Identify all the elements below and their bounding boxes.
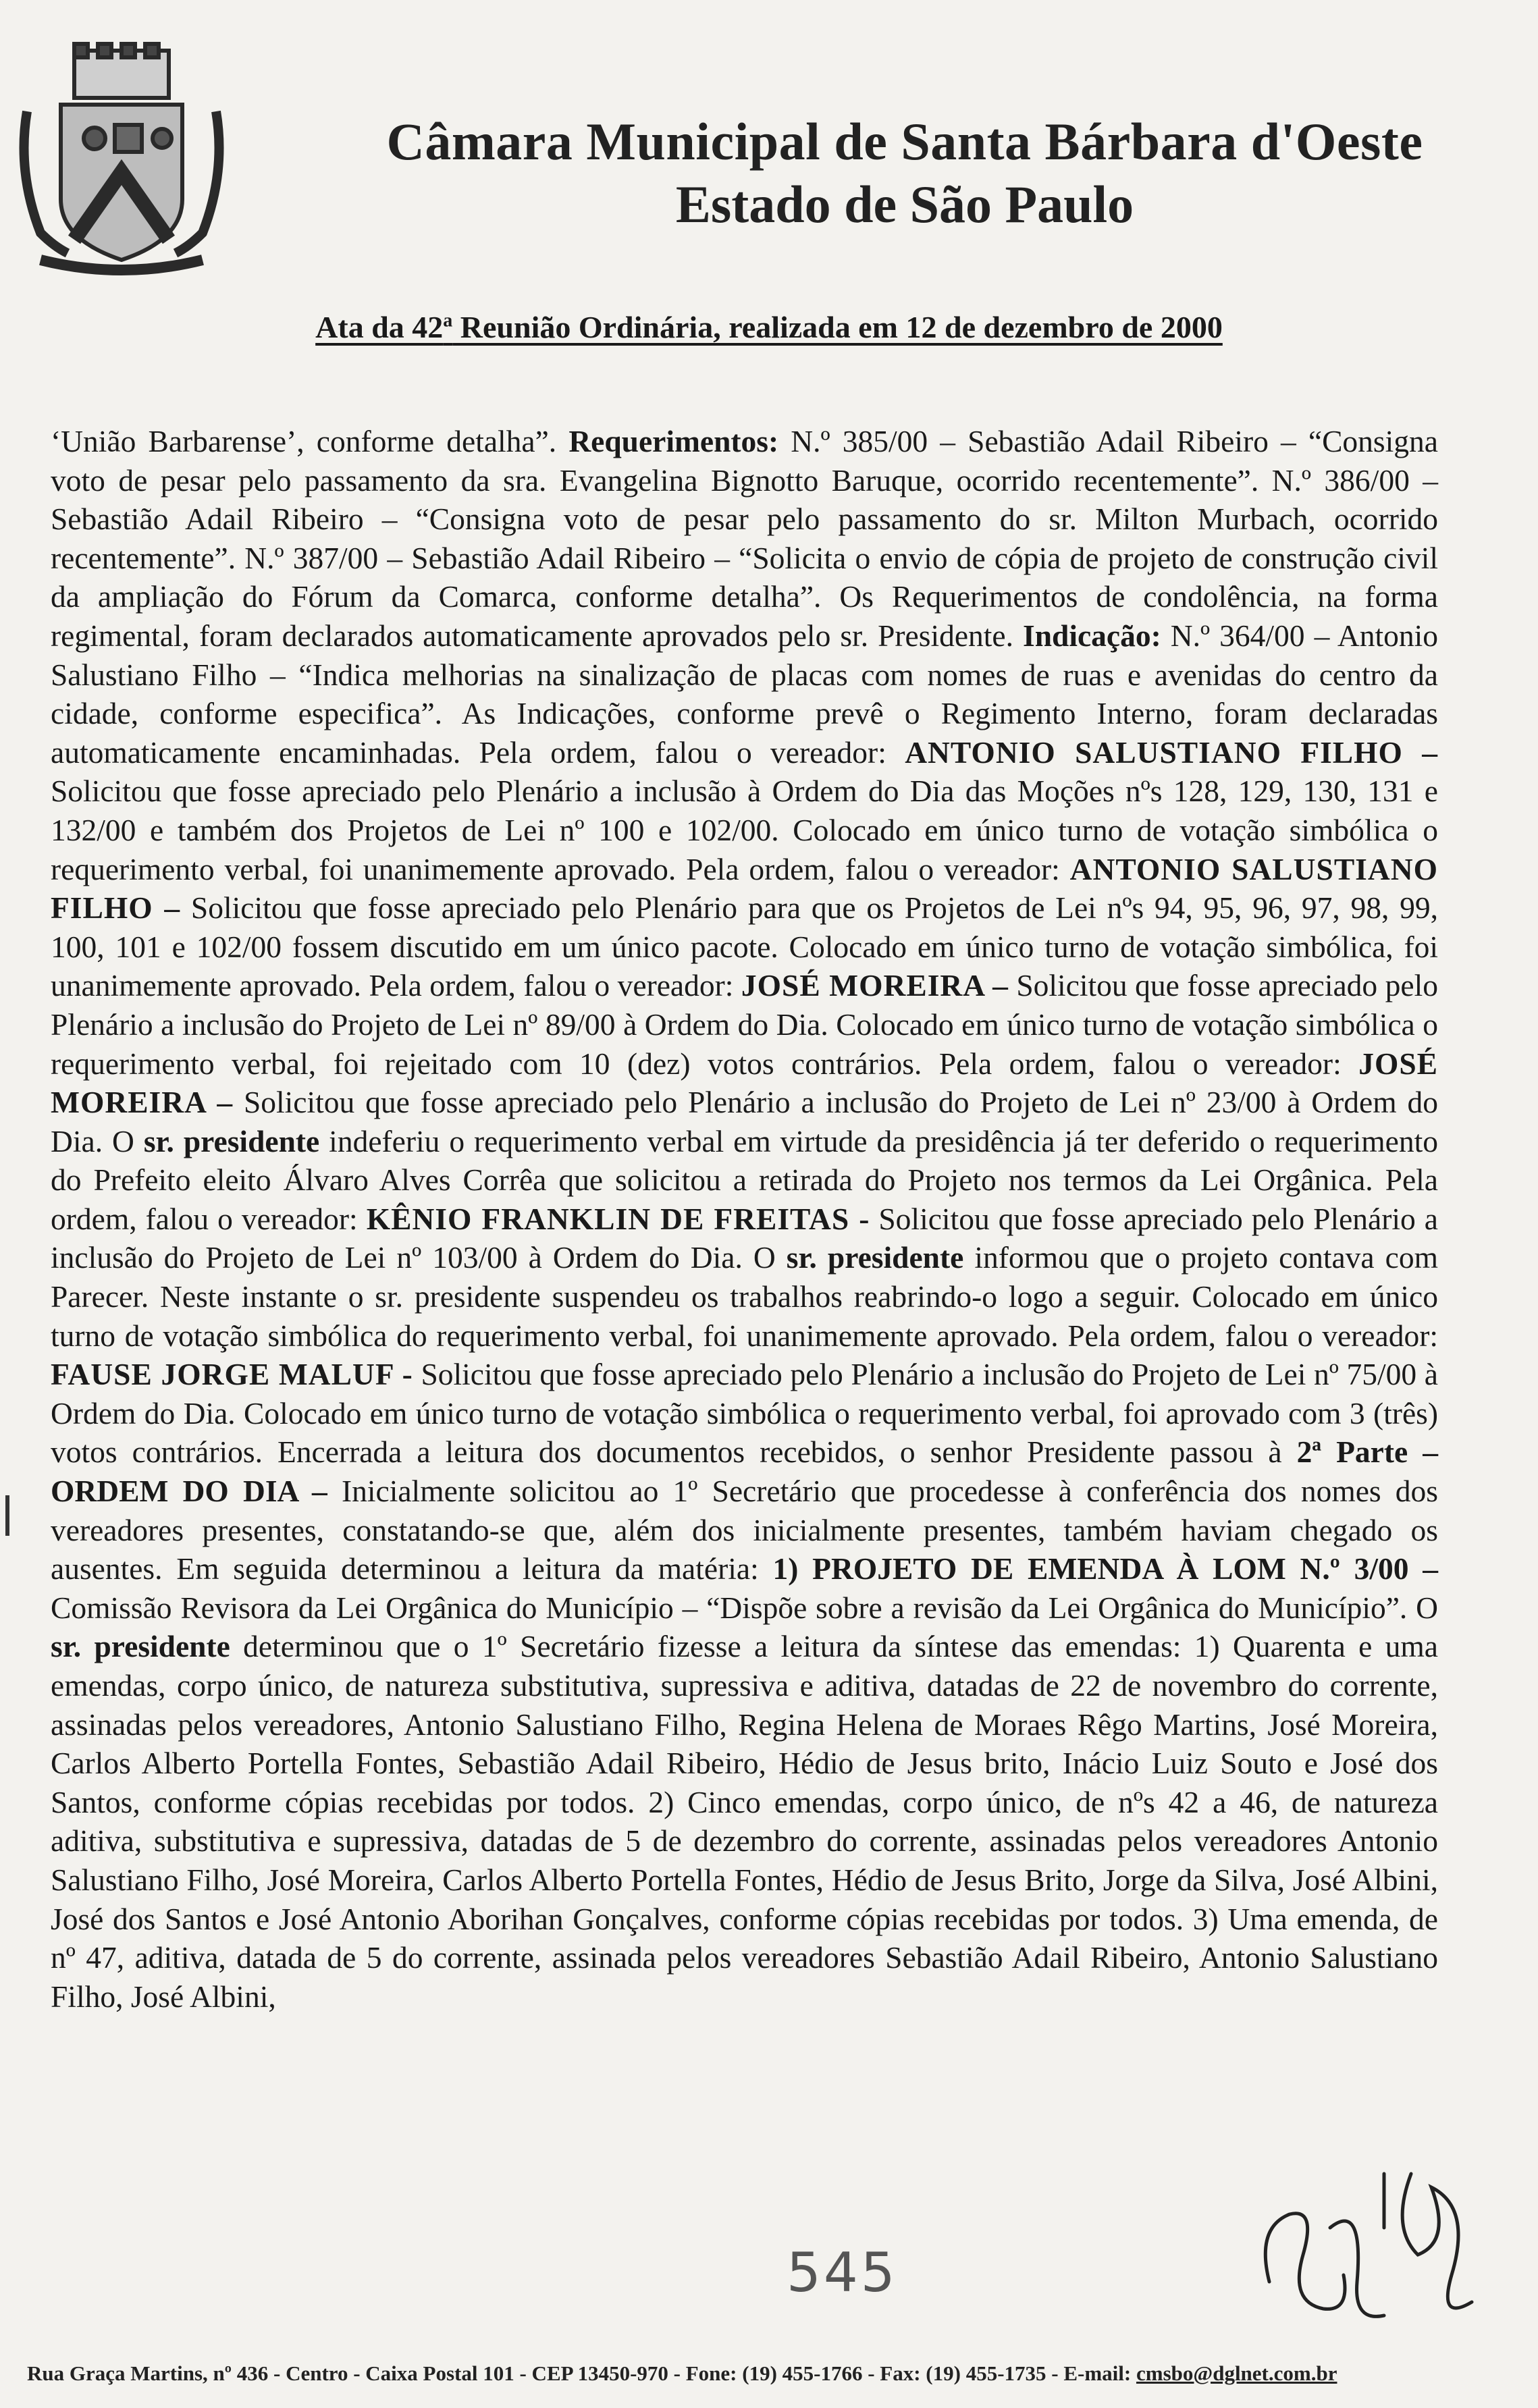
projeto-emenda-heading: 1) PROJETO DE EMENDA À LOM N.º 3/00 – (772, 1551, 1438, 1586)
margin-mark (5, 1495, 9, 1536)
minutes-title (0, 309, 1538, 345)
state-title: Estado de São Paulo (675, 175, 1134, 234)
body-text-run: N.º 364/00 – Antonio Salustiano Filho – “Indica melhorias na sinalização de placas com nomes de ruas e avenidas do centro da cidade, conforme especifica”. As Indicações, conforme prevê o Regimento Interno, foram declaradas automaticamente encaminhadas. Pela ordem, falou o vereador: (51, 618, 1438, 770)
body-text-run: Solicitou que fosse apreciado pelo Plenário a inclusão do Projeto de Lei nº 23/00 à Ordem do Dia. O (51, 1085, 1438, 1158)
speaker-name: JOSÉ MOREIRA – (51, 1046, 1438, 1120)
body-text-run: Solicitou que fosse apreciado pelo Plenário para que os Projetos de Lei nºs 94, 95, 96, 97, 98, 99, 100, 101 e 102/00 fossem discutido em um único pacote. Colocado em único turno de votação simbólica, foi unanimemente aprovado. Pela ordem, falou o vereador: (51, 890, 1438, 1003)
presidente-mention: sr. presidente (786, 1240, 964, 1275)
body-text-run: indeferiu o requerimento verbal em virtude da presidência já ter deferido o requerimento do Prefeito eleito Álvaro Alves Corrêa que solicitou a retirada do Projeto nos termos da Lei Orgânica. Pela ordem, falou o vereador: (51, 1123, 1438, 1236)
footer-address-text: Rua Graça Martins, nº 436 - Centro - Caixa Postal 101 - CEP 13450-970 - Fone: (19) 455-1766 - Fax: (19) 455-1735 - E-mail: (27, 2361, 1136, 2385)
handwritten-signature-icon (1229, 2147, 1499, 2349)
ordem-do-dia-heading: 2ª Parte – ORDEM DO DIA – (51, 1435, 1438, 1509)
body-text-run: determinou que o 1º Secretário fizesse a leitura da síntese das emendas: 1) Quarenta e uma emendas, corpo único, de natureza substitutiva, supressiva e aditiva, datadas de 22 de novembro do corrente, assinadas pelos vereadores, Antonio Salustiano Filho, Regina Helena de Moraes Rêgo Martins, José Moreira, Carlos Alberto Portella Fontes, Sebastião Adail Ribeiro, Hédio de Jesus brito, Inácio Luiz Souto e José dos Santos, conforme cópias recebidas por todos. 2) Cinco emendas, corpo único, de nºs 42 a 46, de natureza aditiva, substitutiva e supressiva, datadas de 5 de dezembro do corrente, assinadas pelos vereadores Antonio Salustiano Filho, José Moreira, Carlos Alberto Portella Fontes, Hédio de Jesus Brito, Jorge da Silva, José Albini, José dos Santos e José Antonio Aborihan Gonçalves, conforme cópias recebidas por todos. 3) Uma emenda, de nº 47, aditiva, datada de 5 do corrente, assinada pelos vereadores Sebastião Adail Ribeiro, Antonio Salustiano Filho, José Albini, (51, 1629, 1438, 2014)
speaker-name: ANTONIO SALUSTIANO FILHO – (51, 851, 1438, 926)
chamber-title: Câmara Municipal de Santa Bárbara d'Oeste (386, 112, 1423, 171)
body-text-run: Inicialmente solicitou ao 1º Secretário que procedesse à conferência dos nomes dos vereadores presentes, constatando-se que, além dos inicialmente presentes, também haviam chegado os ausentes. Em seguida determinou a leitura da matéria: (51, 1474, 1438, 1586)
presidente-mention: sr. presidente (143, 1123, 320, 1158)
page-number: 545 (787, 2241, 898, 2304)
speaker-name: ANTONIO SALUSTIANO FILHO – (905, 734, 1439, 770)
requerimentos-heading: Requerimentos: (568, 424, 779, 458)
body-text-run: Solicitou que fosse apreciado pelo Plenário a inclusão do Projeto de Lei nº 75/00 à Ordem do Dia. Colocado em único turno de votação simbólica o requerimento verbal, foi aprovado com 3 (três) votos contrários. Encerrada a leitura dos documentos recebidos, o senhor Presidente passou à (51, 1357, 1439, 1470)
speaker-name: FAUSE JORGE MALUF - (51, 1357, 413, 1392)
minutes-title-ordinal: a (443, 310, 453, 331)
body-text-run: N.º 385/00 – Sebastião Adail Ribeiro – “Consigna voto de pesar pelo passamento da sra. Evangelina Bignotto Baruque, ocorrido recentemente”. N.º 386/00 – Sebastião Adail Ribeiro – “Consigna voto de pesar pelo passamento do sr. Milton Murbach, ocorrido recentemente”. N.º 387/00 – Sebastião Adail Ribeiro – “Solicita o envio de cópia de projeto de construção civil da ampliação do Fórum da Comarca, conforme detalha”. Os Requerimentos de condolência, na forma regimental, foram declarados automaticamente aprovados pelo sr. Presidente. (51, 424, 1438, 653)
indicacao-heading: Indicação: (1023, 618, 1161, 653)
minutes-body (51, 422, 1438, 2016)
coat-of-arms-icon (14, 37, 230, 280)
body-text-run: Solicitou que fosse apreciado pelo Plenário a inclusão à Ordem do Dia das Moções nºs 128, 129, 130, 131 e 132/00 e também dos Projetos de Lei nº 100 e 102/00. Colocado em único turno de votação simbólica o requerimento verbal, foi unanimemente aprovado. Pela ordem, falou o vereador: (51, 774, 1438, 886)
body-paragraph (51, 422, 1438, 2016)
presidente-mention: sr. presidente (51, 1629, 230, 1664)
footer-email-link[interactable]: cmsbo@dglnet.com.br (1136, 2361, 1337, 2385)
body-text-run: informou que o projeto contava com Parecer. Neste instante o sr. presidente suspendeu os trabalhos reabrindo-o logo a seguir. Colocado em único turno de votação simbólica do requerimento verbal, foi unanimemente aprovado. Pela ordem, falou o vereador: (51, 1240, 1438, 1353)
speaker-name: KÊNIO FRANKLIN DE FREITAS - (366, 1201, 870, 1236)
body-text-run: Solicitou que fosse apreciado pelo Plenário a inclusão do Projeto de Lei nº 103/00 à Ordem do Dia. O (51, 1201, 1438, 1275)
body-text-run: ‘União Barbarense’, conforme detalha”. (51, 424, 569, 458)
minutes-title-rest: Reunião Ordinária, realizada em 12 de dezembro de 2000 (452, 310, 1223, 344)
body-text-run: Solicitou que fosse apreciado pelo Plenário a inclusão do Projeto de Lei nº 89/00 à Ordem do Dia. Colocado em único turno de votação simbólica o requerimento verbal, foi rejeitado com 10 (dez) votos contrários. Pela ordem, falou o vereador: (51, 968, 1438, 1081)
speaker-name: JOSÉ MOREIRA – (741, 968, 1009, 1003)
body-text-run: Comissão Revisora da Lei Orgânica do Município – “Dispõe sobre a revisão da Lei Orgânica do Município”. O (51, 1590, 1438, 1625)
minutes-title-number: Ata da 42 (315, 310, 444, 344)
footer-address (27, 2361, 1512, 2386)
